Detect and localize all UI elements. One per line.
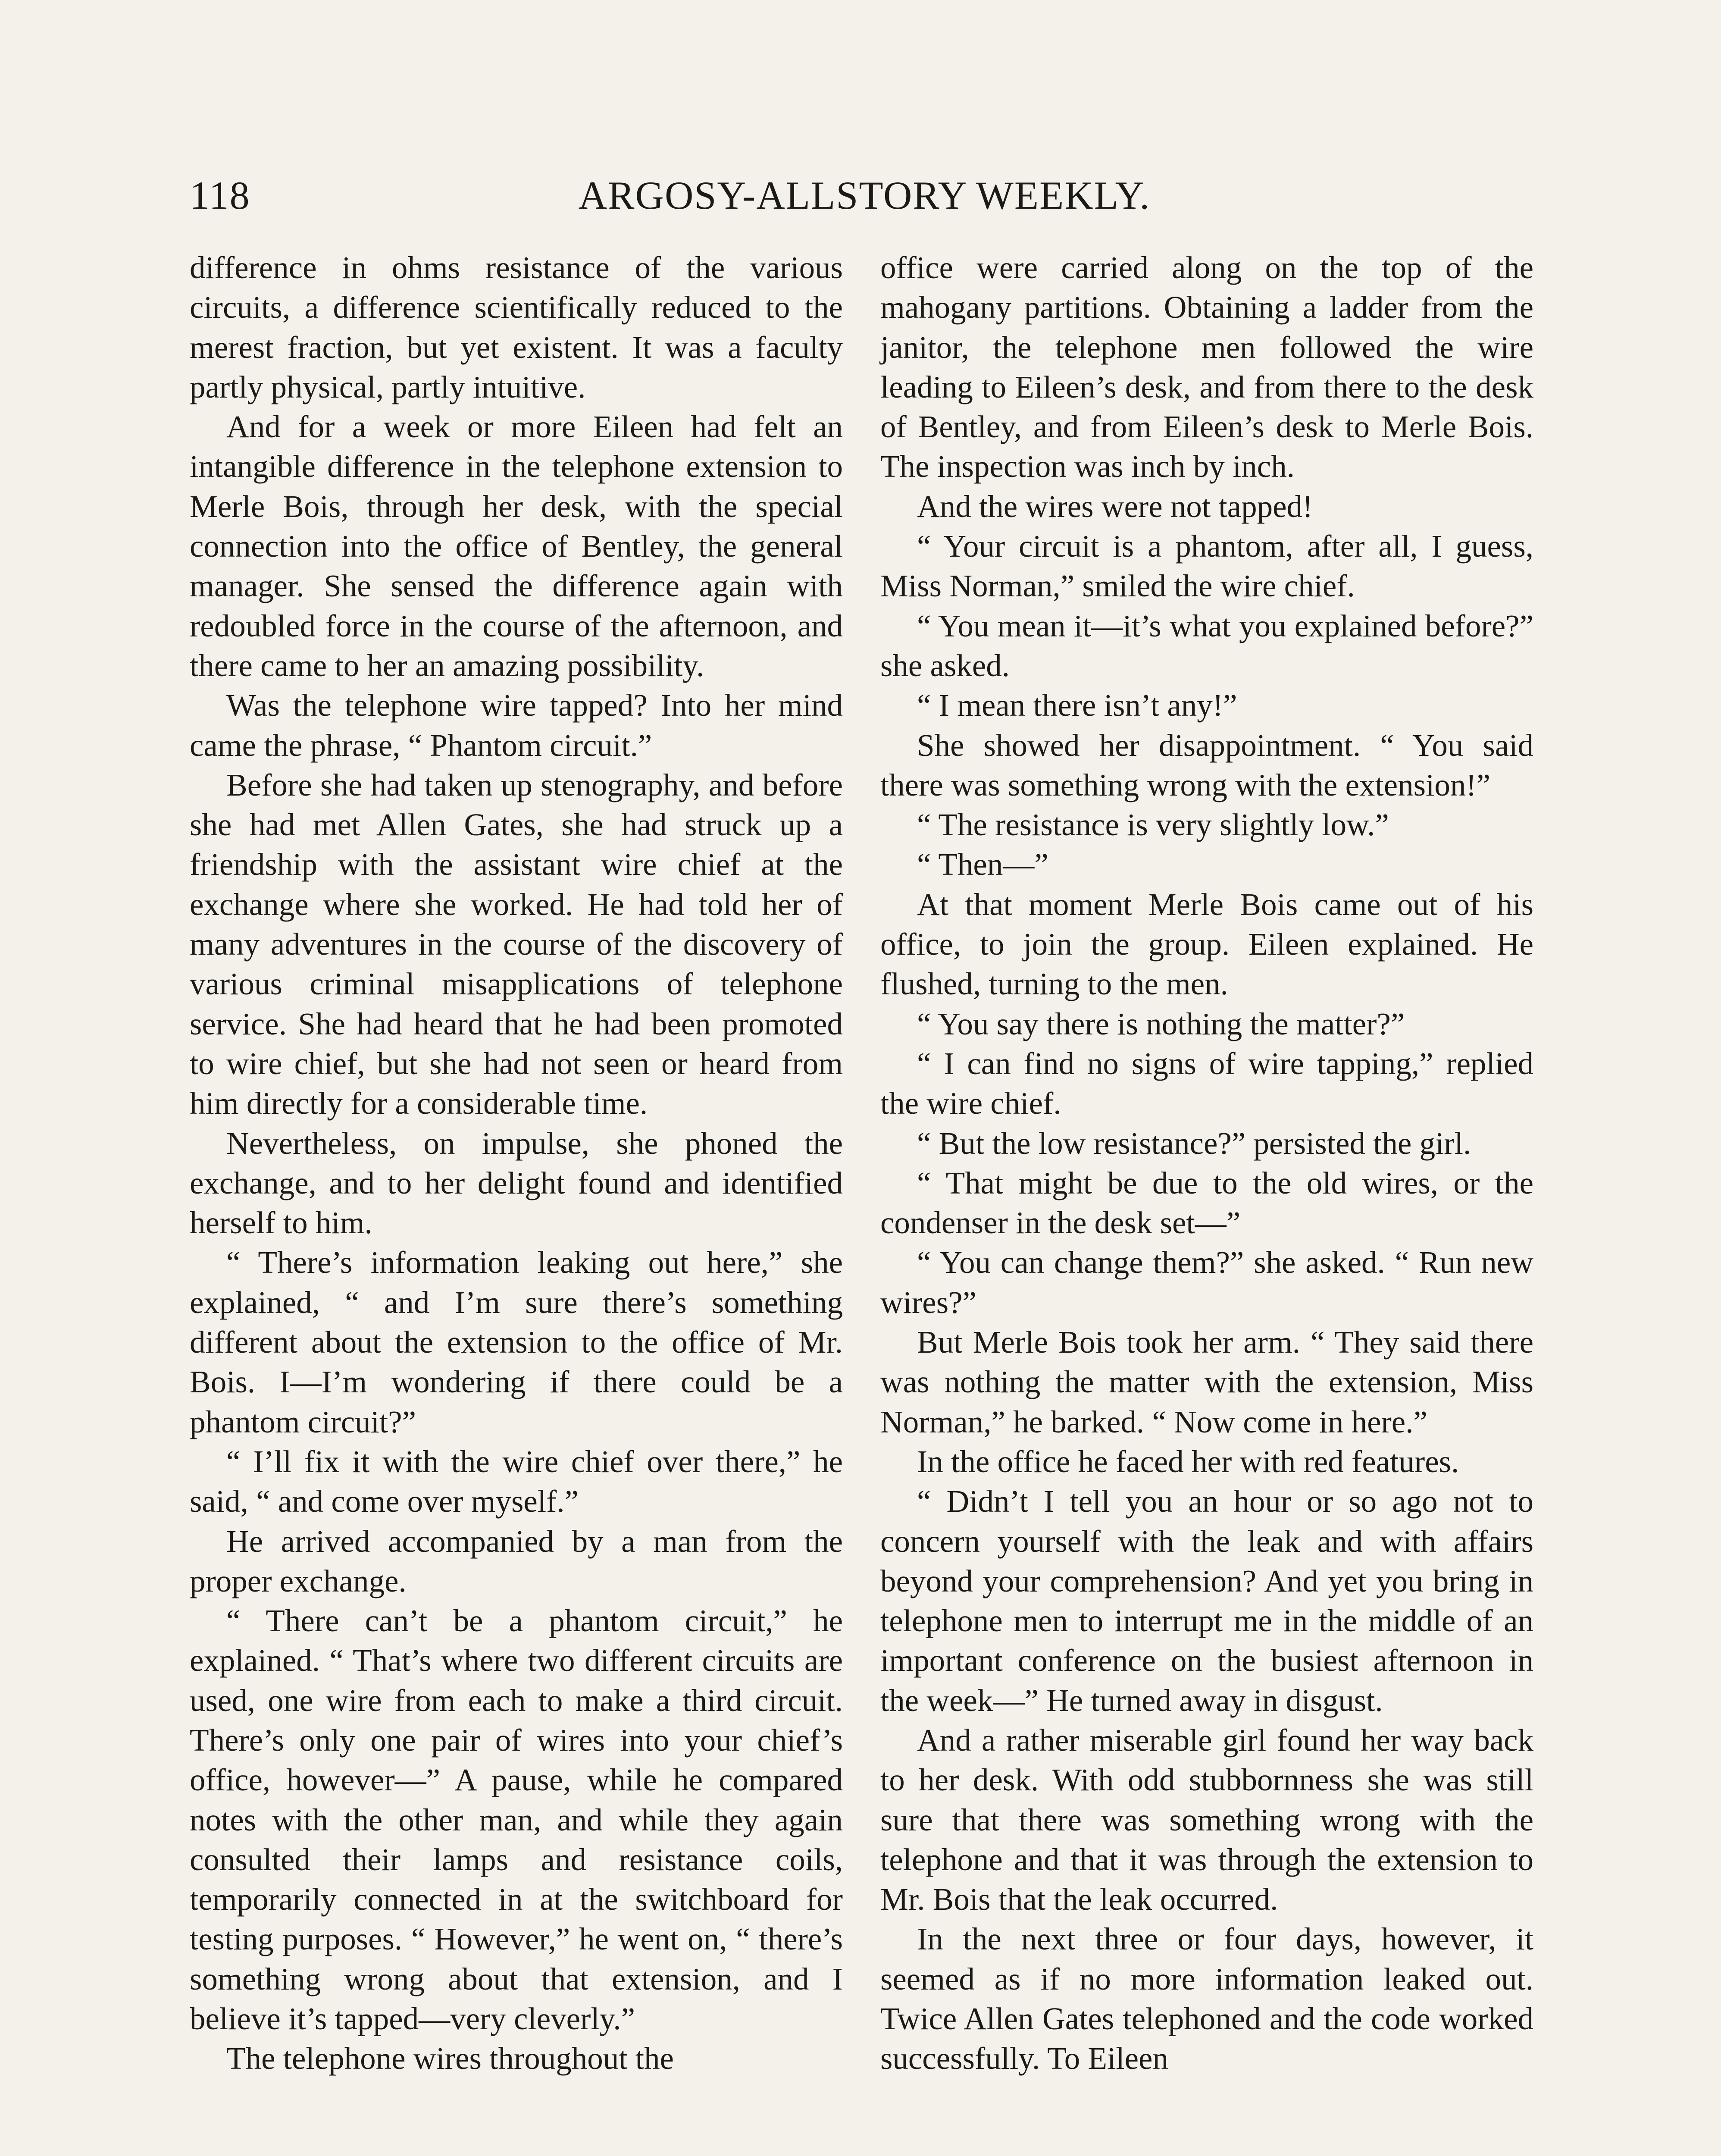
paragraph: “ You can change them?” she asked. “ Run new wires?”	[880, 1245, 1533, 1320]
paragraph: And for a week or more Eileen had felt an intangible difference in the telephone extension to Merle Bois, through her desk, with the special connection into the office of Bentley, the general manager. She sensed the difference again with redoubled force in the course of the afternoon, and there came to her an amazing possibility.	[190, 409, 843, 683]
paragraph: Nevertheless, on impulse, she phoned the exchange, and to her delight found and identified herself to him.	[190, 1125, 843, 1241]
paragraph: But Merle Bois took her arm. “ They said there was nothing the matter with the extension, Miss Norman,” he barked. “ Now come in here.”	[880, 1325, 1533, 1439]
paragraph: The telephone wires throughout the	[226, 2041, 674, 2076]
paragraph: “ You mean it—it’s what you explained before?” she asked.	[880, 608, 1533, 683]
paragraph: “ Then—”	[917, 847, 1048, 882]
paragraph: He arrived accompanied by a man from the proper exchange.	[190, 1523, 843, 1598]
paragraph: “ There can’t be a phantom circuit,” he explained. “ That’s where two different circuits are used, one wire from each to make a third circuit. There’s only one pair of wires into your chief’s office, however—” A pause, while he compared notes with the other man, and while they again consulted their lamps and resistance coils, temporarily connected in at the switchboard for testing purposes. “ However,” he went on, “ there’s something wrong about that extension, and I believe it’s tapped—very cleverly.”	[190, 1603, 843, 2037]
running-title: ARGOSY-ALLSTORY WEEKLY.	[578, 173, 1151, 217]
paragraph: In the office he faced her with red features.	[917, 1444, 1459, 1479]
paragraph: “ Your circuit is a phantom, after all, I guess, Miss Norman,” smiled the wire chief.	[880, 529, 1533, 604]
paragraph: Was the telephone wire tapped? Into her mind came the phrase, “ Phantom circuit.”	[190, 688, 843, 763]
page-number: 118	[190, 173, 250, 217]
paragraph: “ The resistance is very slightly low.”	[917, 807, 1389, 843]
paragraph: And the wires were not tapped!	[917, 489, 1313, 524]
paragraph: At that moment Merle Bois came out of his office, to join the group. Eileen explained. He flushed, turning to the men.	[880, 887, 1533, 1002]
paragraph: And a rather miserable girl found her way back to her desk. With odd stubbornness she was still sure that there was something wrong with the telephone and that it was through the extension to Mr. Bois that the leak occurred.	[880, 1722, 1533, 1917]
paragraph: office were carried along on the top of the mahogany partitions. Obtaining a ladder from the janitor, the telephone men followed the wire leading to Eileen’s desk, and from there to the desk of Bentley, and from Eileen’s desk to Merle Bois. The inspection was inch by inch.	[880, 250, 1533, 484]
paragraph: “ I’ll fix it with the wire chief over there,” he said, “ and come over myself.”	[190, 1444, 843, 1519]
paragraph: Before she had taken up stenography, and before she had met Allen Gates, she had struck up a friendship with the assistant wire chief at the exchange where she worked. He had told her of many adventures in the course of the discovery of various criminal misapplications of telephone service. She had heard that he had been promoted to wire chief, but she had not seen or heard from him directly for a considerable time.	[190, 767, 843, 1121]
paragraph: In the next three or four days, however, it seemed as if no more information leaked out. Twice Allen Gates telephoned and the code worked successfully. To Eileen	[880, 1921, 1533, 2076]
paragraph: “ There’s information leaking out here,” she explained, “ and I’m sure there’s something different about the extension to the office of Mr. Bois. I—I’m wondering if there could be a phantom circuit?”	[190, 1245, 843, 1439]
page-header	[190, 172, 1539, 229]
paragraph: “ You say there is nothing the matter?”	[917, 1006, 1405, 1041]
paragraph: She showed her disappointment. “ You said there was something wrong with the extension!”	[880, 727, 1533, 802]
paragraph: “ I mean there isn’t any!”	[917, 688, 1237, 723]
paragraph: “ That might be due to the old wires, or the condenser in the desk set—”	[880, 1165, 1533, 1241]
right-column	[880, 248, 1533, 2079]
paragraph: difference in ohms resistance of the various circuits, a difference scientifically reduced to the merest fraction, but yet existent. It was a faculty partly physical, partly intuitive.	[190, 250, 843, 404]
paragraph: “ But the low resistance?” persisted the girl.	[917, 1125, 1471, 1161]
left-column	[190, 248, 843, 2079]
paragraph: “ Didn’t I tell you an hour or so ago not to concern yourself with the leak and with affairs beyond your comprehension? And yet you bring in telephone men to interrupt me in the middle of an important conference on the busiest afternoon in the week—” He turned away in disgust.	[880, 1484, 1533, 1718]
paragraph: “ I can find no signs of wire tapping,” replied the wire chief.	[880, 1046, 1533, 1121]
